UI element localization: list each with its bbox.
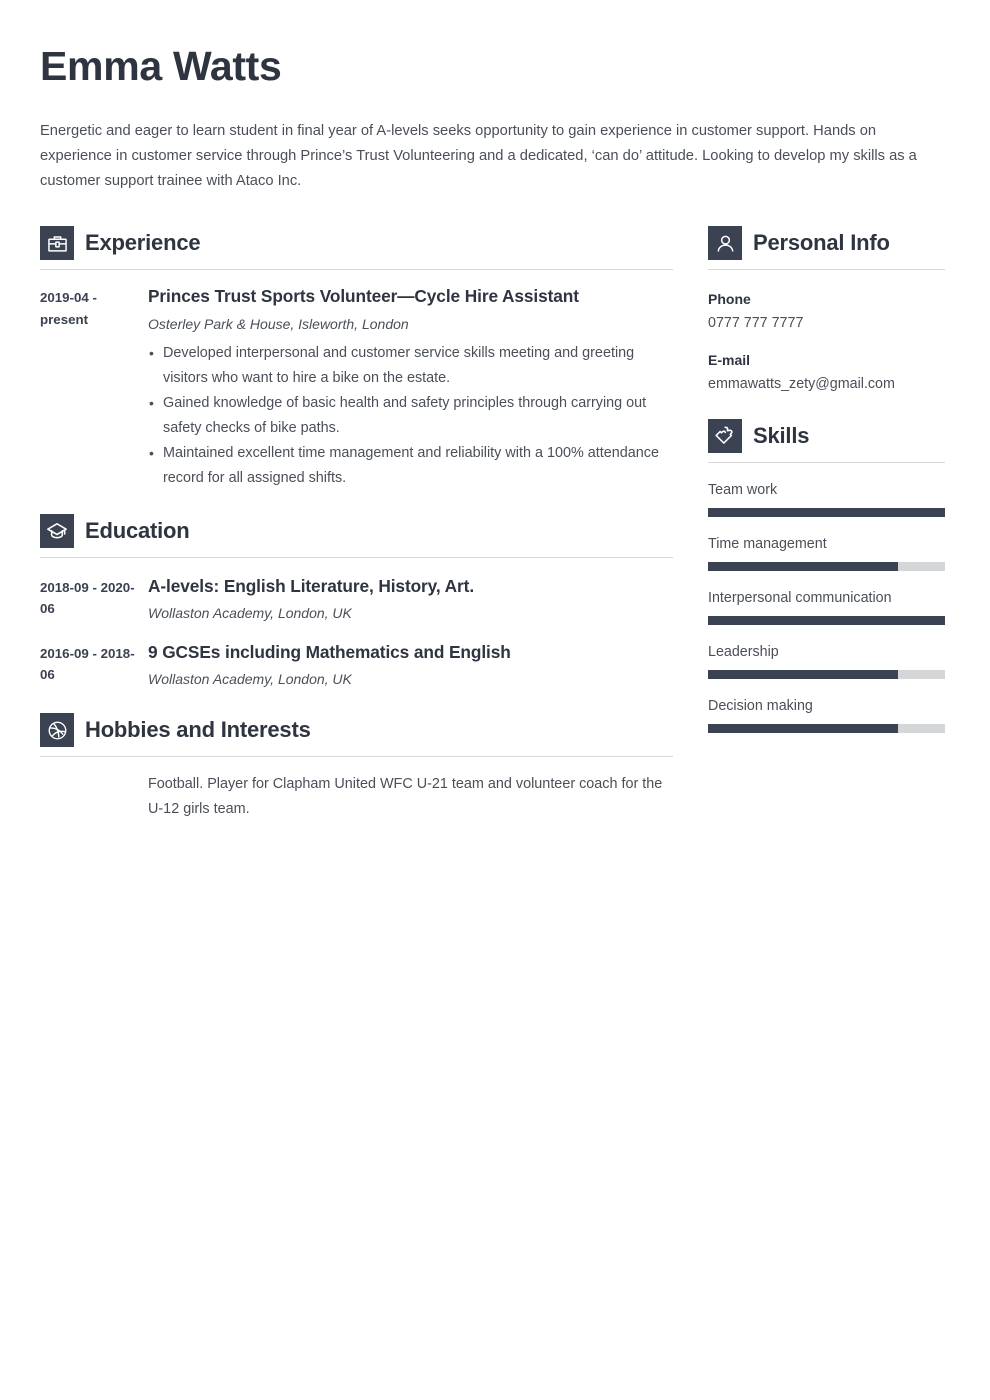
resume-columns (40, 226, 950, 824)
skill-bar-fill (708, 670, 898, 679)
skill-bar-track (708, 562, 945, 571)
section-experience (40, 226, 673, 491)
section-hobbies (40, 713, 673, 822)
person-icon (708, 226, 742, 260)
list-item: • Developed interpersonal and customer service skills meeting and greeting visitors who want to hire a bike on the estate. (148, 341, 673, 391)
section-education (40, 514, 673, 690)
section-personal-info (708, 226, 945, 396)
section-title-hobbies: Hobbies and Interests (85, 717, 311, 743)
section-title-experience: Experience (85, 230, 201, 256)
section-skills (708, 419, 945, 733)
skill-name: Team work (708, 482, 778, 499)
professional-summary: Energetic and eager to learn student in final year of A-levels seeks opportunity to gain experience in customer support. Hands on experience in customer service through Prince’s Trust Volunteering and a dedicated, ‘can do’ attitude. Looking to develop my skills as a customer support trainee with Ataco Inc. (40, 123, 917, 190)
section-divider (708, 462, 945, 463)
skill-bar-fill (708, 724, 898, 733)
section-divider (40, 756, 673, 757)
skill-bar-fill (708, 562, 898, 571)
skill-bar-fill (708, 508, 945, 517)
basketball-icon (40, 713, 74, 747)
skill-bar-fill (708, 616, 945, 625)
list-item: • Maintained excellent time management and reliability with a 100% attendance record for all assigned shifts. (148, 441, 673, 491)
experience-dates: 2019-04 - present (40, 290, 97, 328)
main-column (40, 226, 673, 824)
skill-item (708, 480, 945, 517)
skill-bar-track (708, 508, 945, 517)
phone-label: Phone (708, 291, 751, 308)
experience-job-title: Princes Trust Sports Volunteer—Cycle Hire Assistant (148, 286, 579, 307)
education-details (148, 641, 673, 690)
education-degree: A-levels: English Literature, History, Art. (148, 576, 475, 597)
list-item: • Gained knowledge of basic health and safety principles through carrying out safety checks of bike paths. (148, 391, 673, 441)
education-details (148, 575, 673, 624)
skill-item (708, 696, 945, 733)
hobbies-details (148, 772, 673, 822)
education-entry (40, 575, 673, 624)
skill-item (708, 642, 945, 679)
section-divider (40, 269, 673, 270)
section-divider (708, 269, 945, 270)
section-title-personal-info: Personal Info (753, 230, 890, 256)
skill-item (708, 534, 945, 571)
experience-organization: Osterley Park & House, Isleworth, London (148, 316, 409, 333)
education-entry (40, 641, 673, 690)
experience-details (148, 285, 673, 491)
section-title-education: Education (85, 518, 190, 544)
skill-name: Leadership (708, 644, 779, 661)
hobbies-text: Football. Player for Clapham United WFC U-21 team and volunteer coach for the U-12 girls team. (148, 776, 663, 818)
education-institution: Wollaston Academy, London, UK (148, 605, 352, 622)
section-header-experience (40, 226, 673, 260)
puzzle-piece-icon (708, 419, 742, 453)
skill-item (708, 588, 945, 625)
briefcase-icon (40, 226, 74, 260)
section-divider (40, 557, 673, 558)
section-header-skills (708, 419, 945, 453)
personal-info-field-phone (708, 288, 945, 335)
email-value[interactable]: emmawatts_zety@gmail.com (708, 376, 895, 393)
section-header-personal-info (708, 226, 945, 260)
phone-value[interactable]: 0777 777 7777 (708, 315, 804, 332)
education-degree: 9 GCSEs including Mathematics and English (148, 642, 511, 663)
education-dates: 2016-09 - 2018-06 (40, 646, 135, 683)
skill-name: Decision making (708, 698, 813, 715)
experience-entry (40, 285, 673, 491)
sidebar-column (708, 226, 945, 735)
experience-bullet-list (148, 341, 673, 491)
section-header-hobbies (40, 713, 673, 747)
education-institution: Wollaston Academy, London, UK (148, 671, 352, 688)
hobbies-entry (40, 772, 673, 822)
skill-bar-track (708, 724, 945, 733)
education-dates: 2018-09 - 2020-06 (40, 580, 135, 617)
section-header-education (40, 514, 673, 548)
section-title-skills: Skills (753, 423, 810, 449)
personal-info-field-email (708, 349, 945, 396)
email-label: E-mail (708, 352, 751, 369)
skill-name: Interpersonal communication (708, 590, 892, 607)
skill-bar-track (708, 670, 945, 679)
skill-bar-track (708, 616, 945, 625)
graduation-cap-icon (40, 514, 74, 548)
skill-name: Time management (708, 536, 827, 553)
candidate-name: Emma Watts (40, 43, 282, 89)
